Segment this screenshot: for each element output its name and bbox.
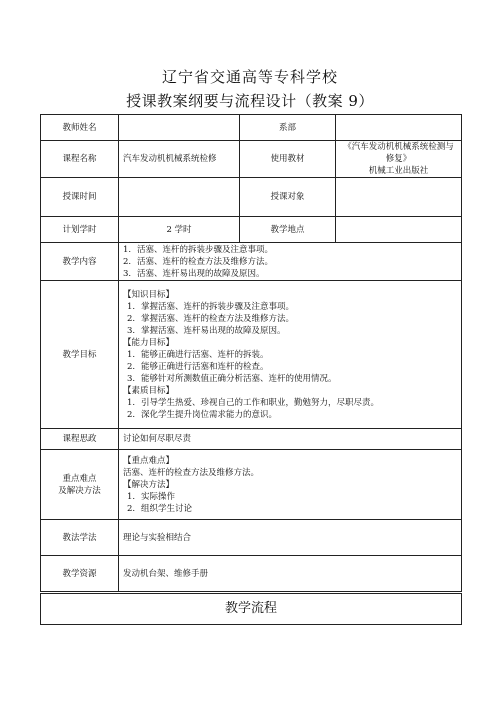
resource-value: 发动机台架、维修手册 [119, 556, 462, 592]
course-label: 课程名称 [41, 141, 119, 178]
list-item: 1. 掌握活塞、连杆的拆装步骤及注意事项。 [127, 301, 295, 312]
quality-list [123, 397, 457, 421]
ability-heading: 【能力目标】 [123, 337, 175, 348]
row-content [41, 243, 462, 281]
list-item: 2. 深化学生提升岗位需求能力的意识。 [127, 409, 278, 420]
goals-cell [119, 281, 462, 429]
course-value: 汽车发动机机械系统检修 [119, 141, 240, 178]
place-label: 教学地点 [240, 217, 336, 243]
list-item: 3. 活塞、连杆易出现的故障及原因。 [123, 268, 265, 279]
hours-label: 计划学时 [41, 217, 119, 243]
hours-value: 2 学时 [119, 217, 240, 243]
ideology-label: 课程思政 [41, 429, 119, 450]
row-teacher [41, 115, 462, 141]
knowledge-heading: 【知识目标】 [123, 289, 175, 300]
row-key-points [41, 450, 462, 520]
list-item: 3. 能够针对所测数值正确分析活塞、连杆的使用情况。 [127, 373, 337, 384]
knowledge-list [123, 301, 457, 337]
method-value: 理论与实验相结合 [119, 520, 462, 556]
teacher-label: 教师姓名 [41, 115, 119, 141]
method-label: 教法学法 [41, 520, 119, 556]
row-course [41, 141, 462, 178]
ability-list [123, 349, 457, 385]
place-value [336, 217, 462, 243]
list-item: 2. 活塞、连杆的检查方法及维修方法。 [123, 256, 274, 267]
list-item: 1. 活塞、连杆的拆装步骤及注意事项。 [123, 244, 274, 255]
row-time [41, 178, 462, 217]
quality-heading: 【素质目标】 [123, 385, 175, 396]
list-item: 1. 能够正确进行活塞、连杆的拆装。 [127, 349, 269, 360]
row-goals [41, 281, 462, 429]
content-list-cell [119, 243, 462, 281]
key-points-cell [119, 450, 462, 520]
row-ideology [41, 429, 462, 450]
lesson-plan-table [40, 114, 462, 592]
solve-heading: 【解决方法】 [123, 479, 175, 490]
list-item: 1. 引导学生热爱、珍视自己的工作和职业，勤勉努力，尽职尽责。 [127, 397, 380, 408]
goals-label: 教学目标 [41, 281, 119, 429]
key-text: 活塞、连杆的检查方法及维修方法。 [123, 467, 260, 478]
row-method [41, 520, 462, 556]
textbook-value [336, 141, 462, 178]
textbook-publisher: 机械工业出版社 [368, 166, 429, 176]
textbook-label: 使用教材 [240, 141, 336, 178]
time-value [119, 178, 240, 217]
key-points-label: 重点难点 及解决方法 [41, 450, 119, 520]
key-heading: 【重点难点】 [123, 455, 175, 466]
textbook-title: 《汽车发动机机械系统检测与修复》 [343, 142, 454, 164]
content-label: 教学内容 [41, 243, 119, 281]
school-name: 辽宁省交通高等专科学校 [161, 68, 338, 86]
row-resource [41, 556, 462, 592]
time-label: 授课时间 [41, 178, 119, 217]
solve-list [123, 491, 457, 515]
ideology-value: 讨论如何尽职尽责 [119, 429, 462, 450]
list-item: 2. 能够正确进行活塞和连杆的检查。 [127, 361, 269, 372]
teacher-value [119, 115, 240, 141]
audience-label: 授课对象 [240, 178, 336, 217]
resource-label: 教学资源 [41, 556, 119, 592]
audience-value [336, 178, 462, 217]
list-item: 2. 组织学生讨论 [127, 503, 193, 514]
list-item: 1. 实际操作 [127, 491, 176, 502]
teaching-flow-heading: 教学流程 [40, 593, 462, 625]
content-list [123, 244, 457, 280]
dept-label: 系部 [240, 115, 336, 141]
dept-value [336, 115, 462, 141]
list-item: 2. 掌握活塞、连杆的检查方法及维修方法。 [127, 313, 295, 324]
document-title: 授课教案纲要与流程设计（教案 9） [126, 92, 374, 110]
row-hours [41, 217, 462, 243]
list-item: 3. 掌握活塞、连杆易出现的故障及原因。 [127, 325, 286, 336]
